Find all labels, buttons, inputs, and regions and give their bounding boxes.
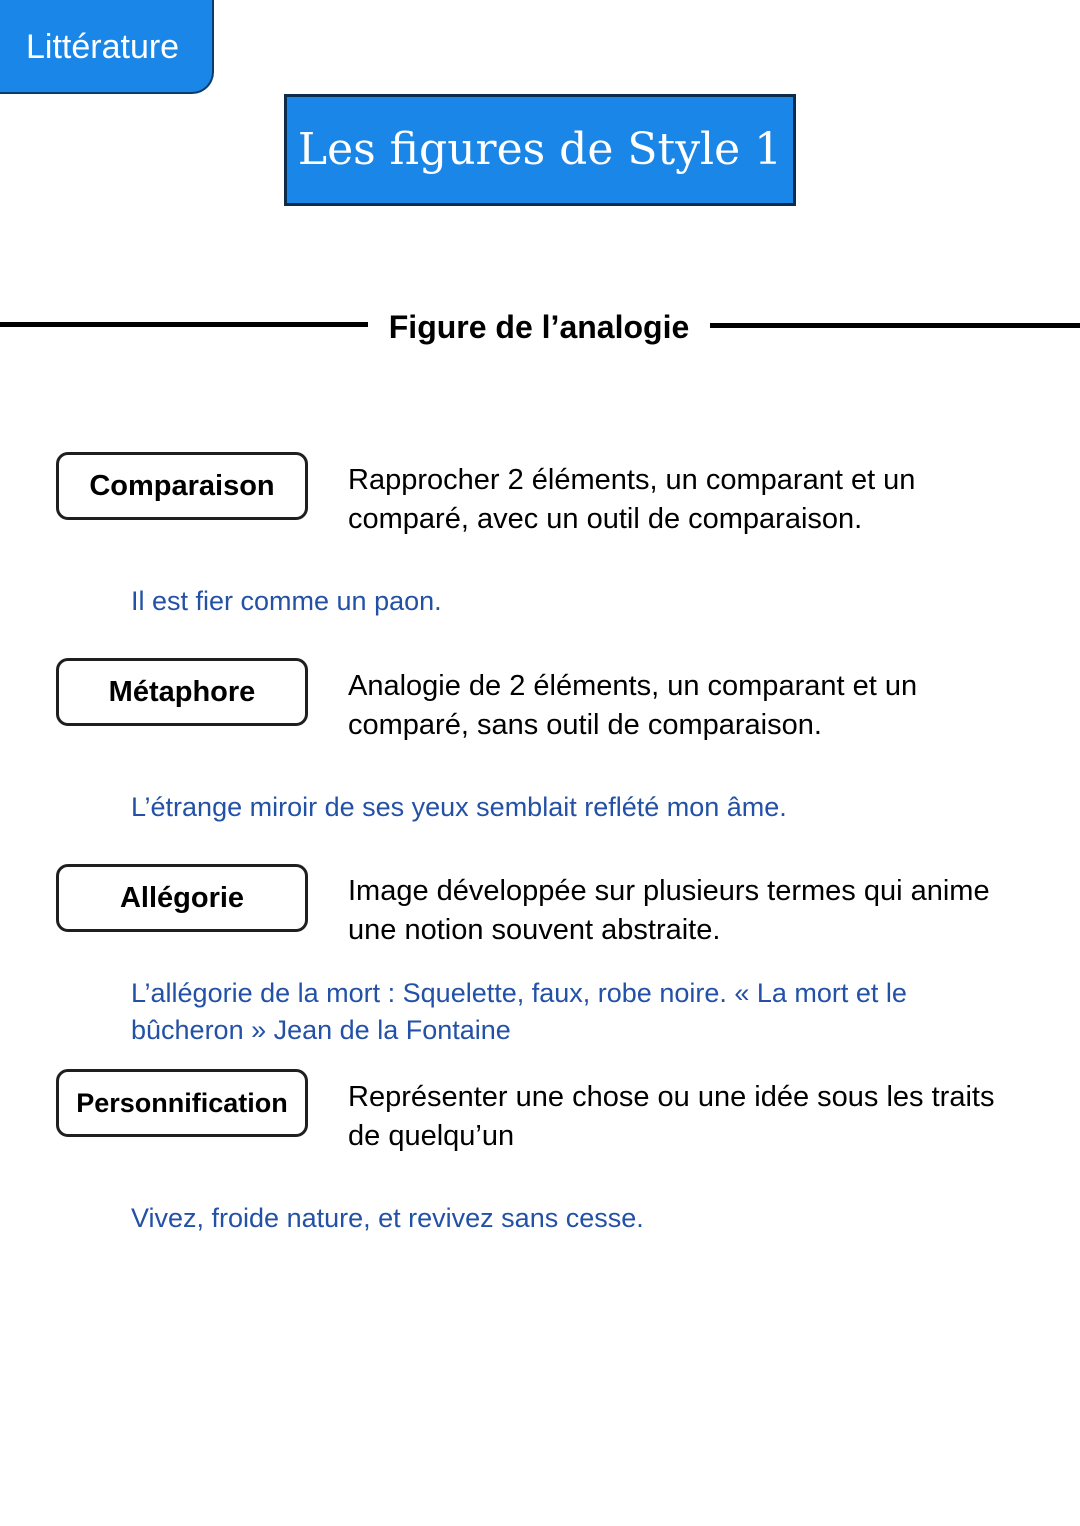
definition-allegorie: Image développée sur plusieurs termes qui anime une notion souvent abstraite. (348, 875, 990, 946)
definition-metaphore: Analogie de 2 éléments, un comparant et un comparé, sans outil de comparaison. (348, 670, 918, 741)
example-metaphore: L’étrange miroir de ses yeux semblait reflété mon âme. (131, 792, 787, 822)
term-box-personnification: Personnification (56, 1069, 308, 1137)
example-comparaison: Il est fier comme un paon. (131, 586, 442, 616)
section-divider-left (0, 322, 368, 327)
definition-comparaison: Rapprocher 2 éléments, un comparant et un comparé, avec un outil de comparaison. (348, 464, 916, 535)
term-box-metaphore: Métaphore (56, 658, 308, 726)
term-box-comparaison: Comparaison (56, 452, 308, 520)
subject-tab: Littérature (0, 0, 214, 94)
definition-personnification: Représenter une chose ou une idée sous les traits de quelqu’un (348, 1081, 995, 1152)
section-divider-right (710, 323, 1080, 328)
example-allegorie: L’allégorie de la mort : Squelette, faux, robe noire. « La mort et le bûcheron » Jean de la Fontaine (131, 978, 907, 1045)
example-personnification: Vivez, froide nature, et revivez sans cesse. (131, 1203, 644, 1233)
section-title: Figure de l’analogie (388, 309, 690, 345)
term-box-allegorie: Allégorie (56, 864, 308, 932)
page-title: Les figures de Style 1 (284, 94, 796, 206)
